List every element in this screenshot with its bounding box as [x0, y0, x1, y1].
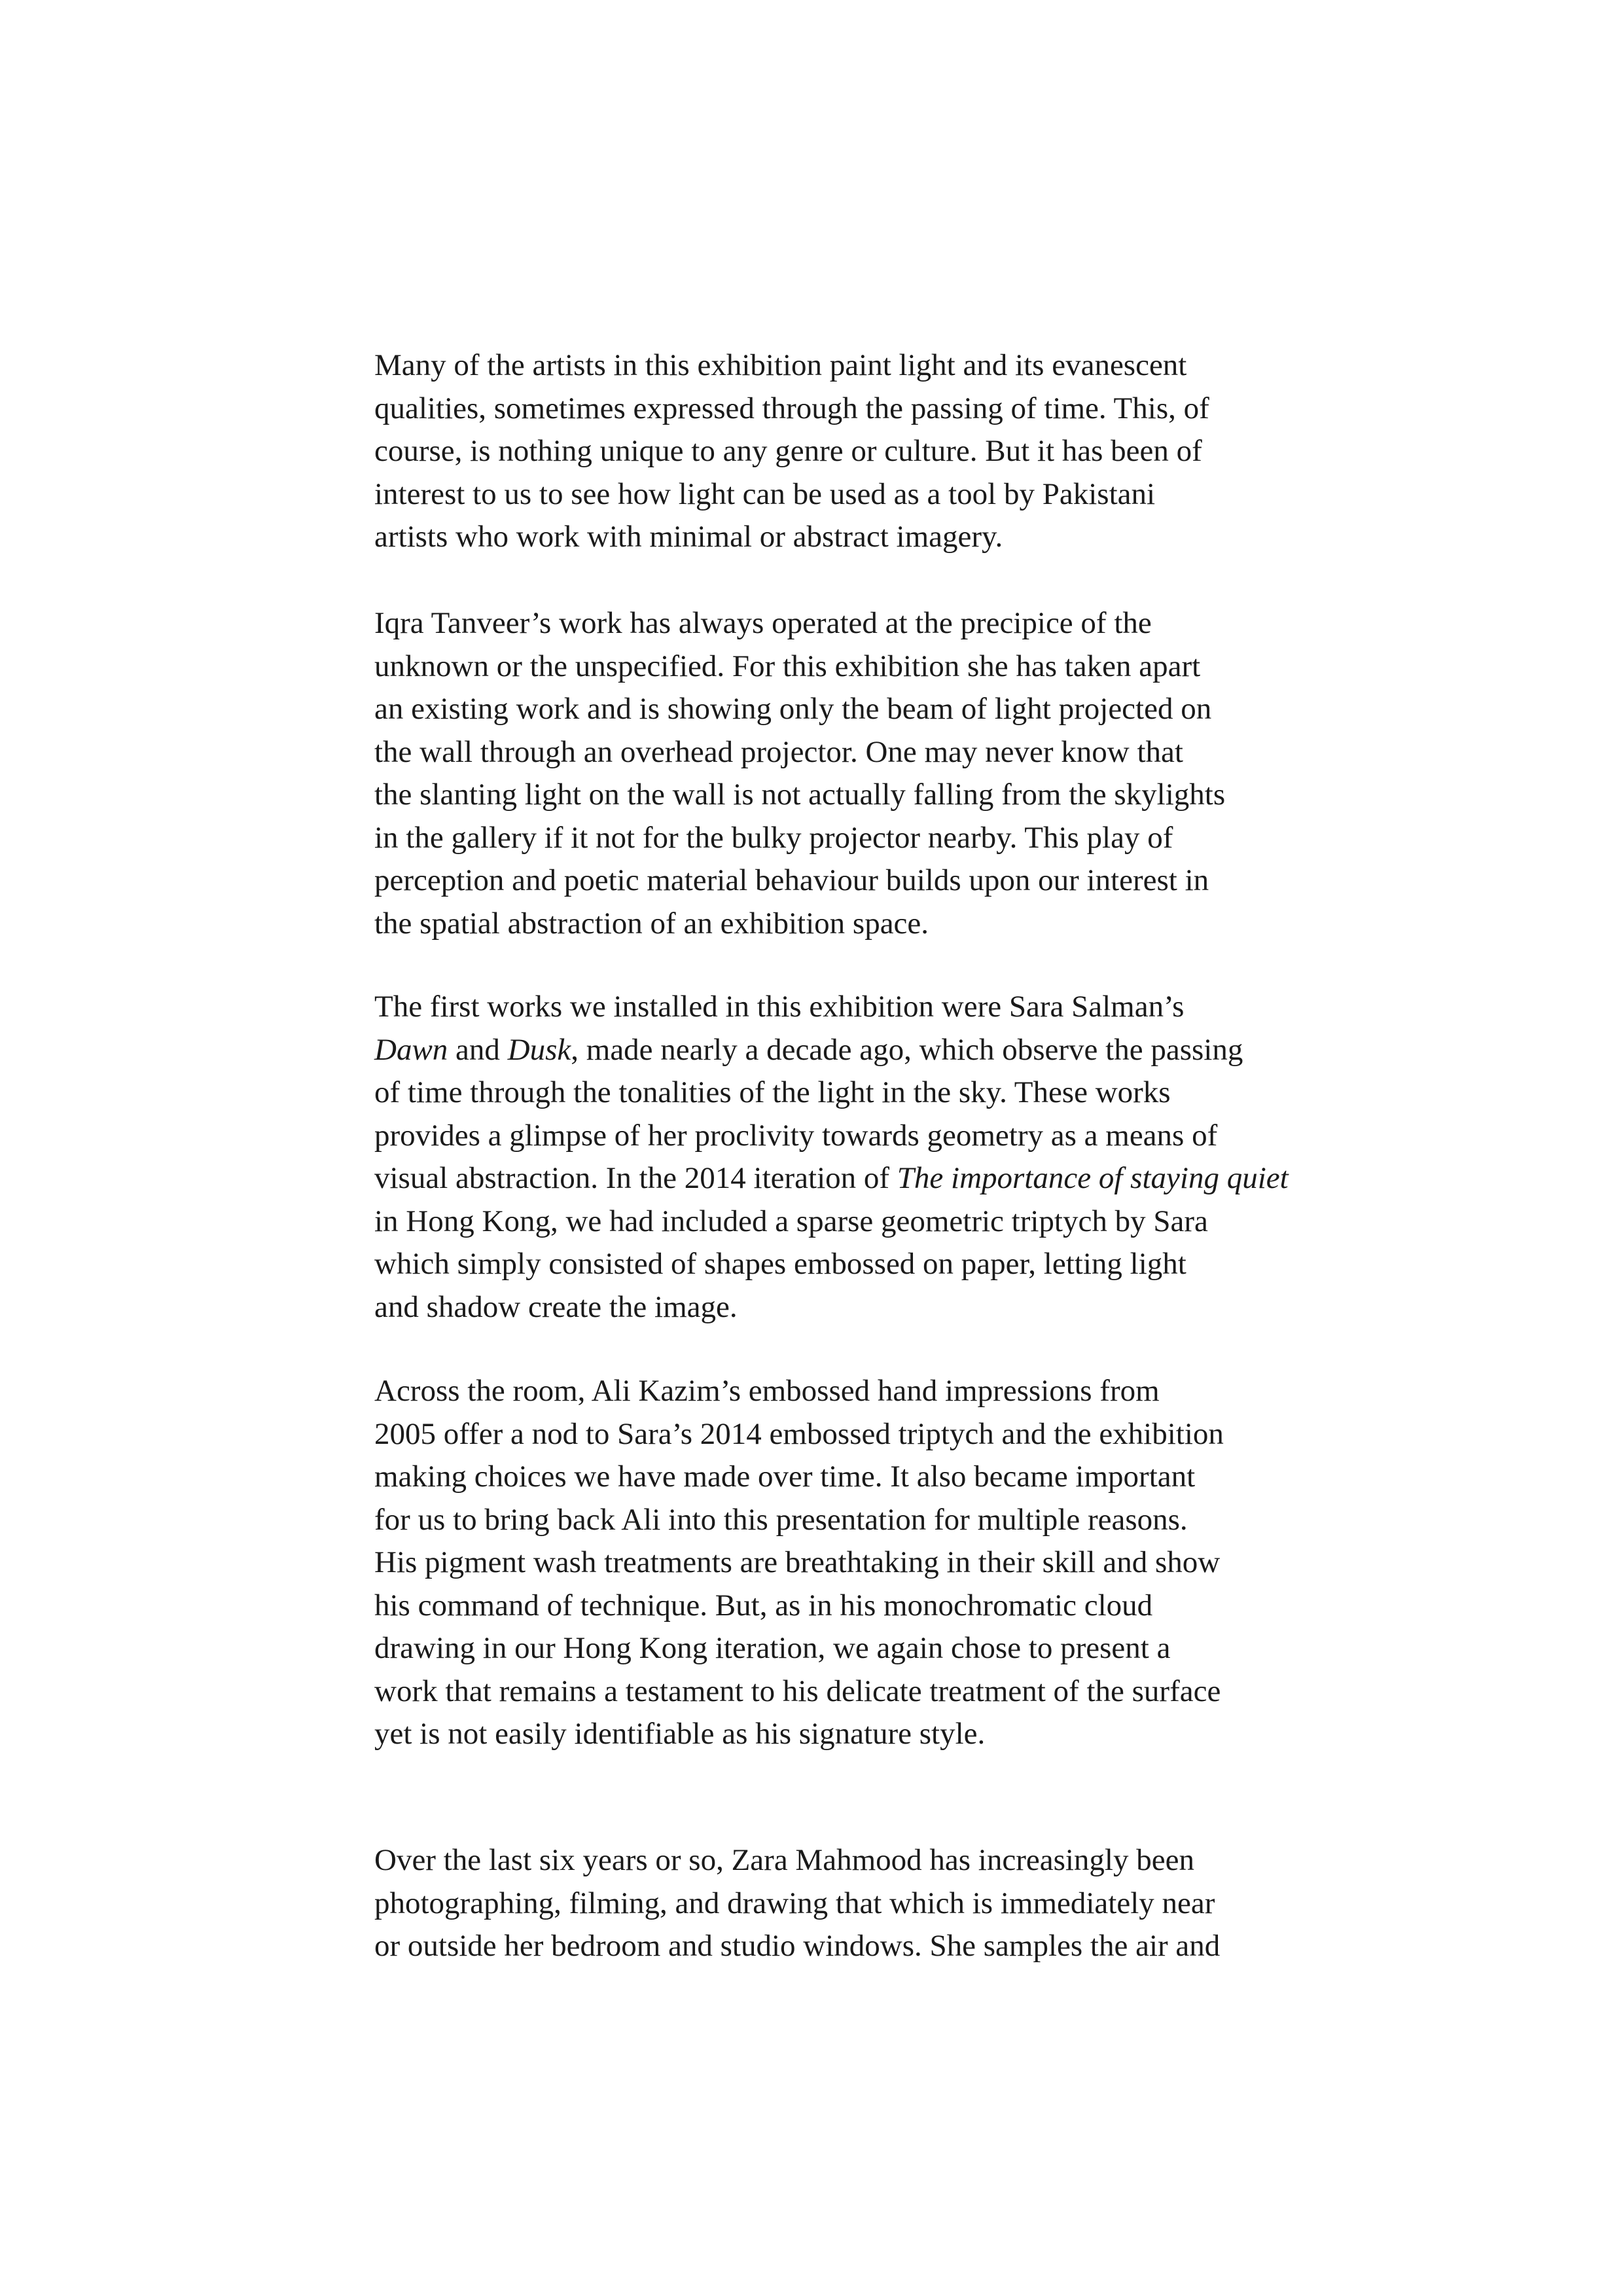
- text-line: an existing work and is showing only the beam of light projected on: [374, 692, 1212, 726]
- text-line: drawing in our Hong Kong iteration, we again chose to present a: [374, 1631, 1171, 1665]
- paragraph-light-intro: [374, 344, 1271, 559]
- text-line: Many of the artists in this exhibition paint light and its evanescent: [374, 348, 1187, 382]
- text-line: the spatial abstraction of an exhibition space.: [374, 906, 929, 941]
- text-fragment: and: [448, 1032, 508, 1067]
- paragraph-sara-salman: [374, 986, 1289, 1329]
- text-line: 2005 offer a nod to Sara’s 2014 embossed triptych and the exhibition: [374, 1416, 1224, 1451]
- text-line: the slanting light on the wall is not actually falling from the skylights: [374, 778, 1226, 812]
- text-line: [374, 1157, 1289, 1200]
- text-line: Across the room, Ali Kazim’s embossed hand impressions from: [374, 1374, 1160, 1408]
- text-fragment: , made nearly a decade ago, which observe the passing: [571, 1032, 1243, 1067]
- text-line: perception and poetic material behaviour builds upon our interest in: [374, 863, 1209, 897]
- text-line: the wall through an overhead projector. One may never know that: [374, 734, 1183, 769]
- text-line: his command of technique. But, as in his monochromatic cloud: [374, 1588, 1153, 1623]
- text-line: qualities, sometimes expressed through the passing of time. This, of: [374, 391, 1209, 425]
- text-line: photographing, filming, and drawing that which is immediately near: [374, 1886, 1215, 1920]
- text-line: provides a glimpse of her proclivity towards geometry as a means of: [374, 1118, 1218, 1153]
- text-line: or outside her bedroom and studio windows. She samples the air and: [374, 1929, 1221, 1963]
- text-line: [374, 1029, 1271, 1072]
- text-line: in the gallery if it not for the bulky projector nearby. This play of: [374, 820, 1173, 855]
- text-line: yet is not easily identifiable as his signature style.: [374, 1717, 986, 1751]
- paragraph-zara-mahmood: [374, 1839, 1271, 1968]
- artwork-title-dawn: Dawn: [374, 1032, 448, 1067]
- text-line: which simply consisted of shapes embossed on paper, letting light: [374, 1247, 1186, 1281]
- text-line: The first works we installed in this exhibition were Sara Salman’s: [374, 990, 1185, 1024]
- text-line: for us to bring back Ali into this presentation for multiple reasons.: [374, 1502, 1188, 1537]
- artwork-title-dusk: Dusk: [507, 1032, 571, 1067]
- paragraph-ali-kazim: [374, 1370, 1271, 1756]
- text-line: work that remains a testament to his delicate treatment of the surface: [374, 1674, 1221, 1708]
- text-line: unknown or the unspecified. For this exhibition she has taken apart: [374, 649, 1201, 683]
- text-line: making choices we have made over time. It also became important: [374, 1460, 1196, 1494]
- text-line: interest to us to see how light can be used as a tool by Pakistani: [374, 476, 1156, 511]
- text-line: course, is nothing unique to any genre or culture. But it has been of: [374, 434, 1202, 468]
- text-line: artists who work with minimal or abstract imagery.: [374, 520, 1003, 554]
- exhibition-title: The importance of staying quiet: [897, 1161, 1289, 1195]
- paragraph-iqra-tanveer: [374, 602, 1271, 945]
- text-line: His pigment wash treatments are breathtaking in their skill and show: [374, 1545, 1221, 1579]
- text-line: Over the last six years or so, Zara Mahmood has increasingly been: [374, 1843, 1194, 1877]
- text-fragment: visual abstraction. In the 2014 iteration of: [374, 1161, 897, 1195]
- text-line: and shadow create the image.: [374, 1289, 738, 1324]
- text-line: of time through the tonalities of the light in the sky. These works: [374, 1075, 1171, 1109]
- text-line: in Hong Kong, we had included a sparse geometric triptych by Sara: [374, 1204, 1208, 1238]
- text-line: Iqra Tanveer’s work has always operated at the precipice of the: [374, 606, 1152, 640]
